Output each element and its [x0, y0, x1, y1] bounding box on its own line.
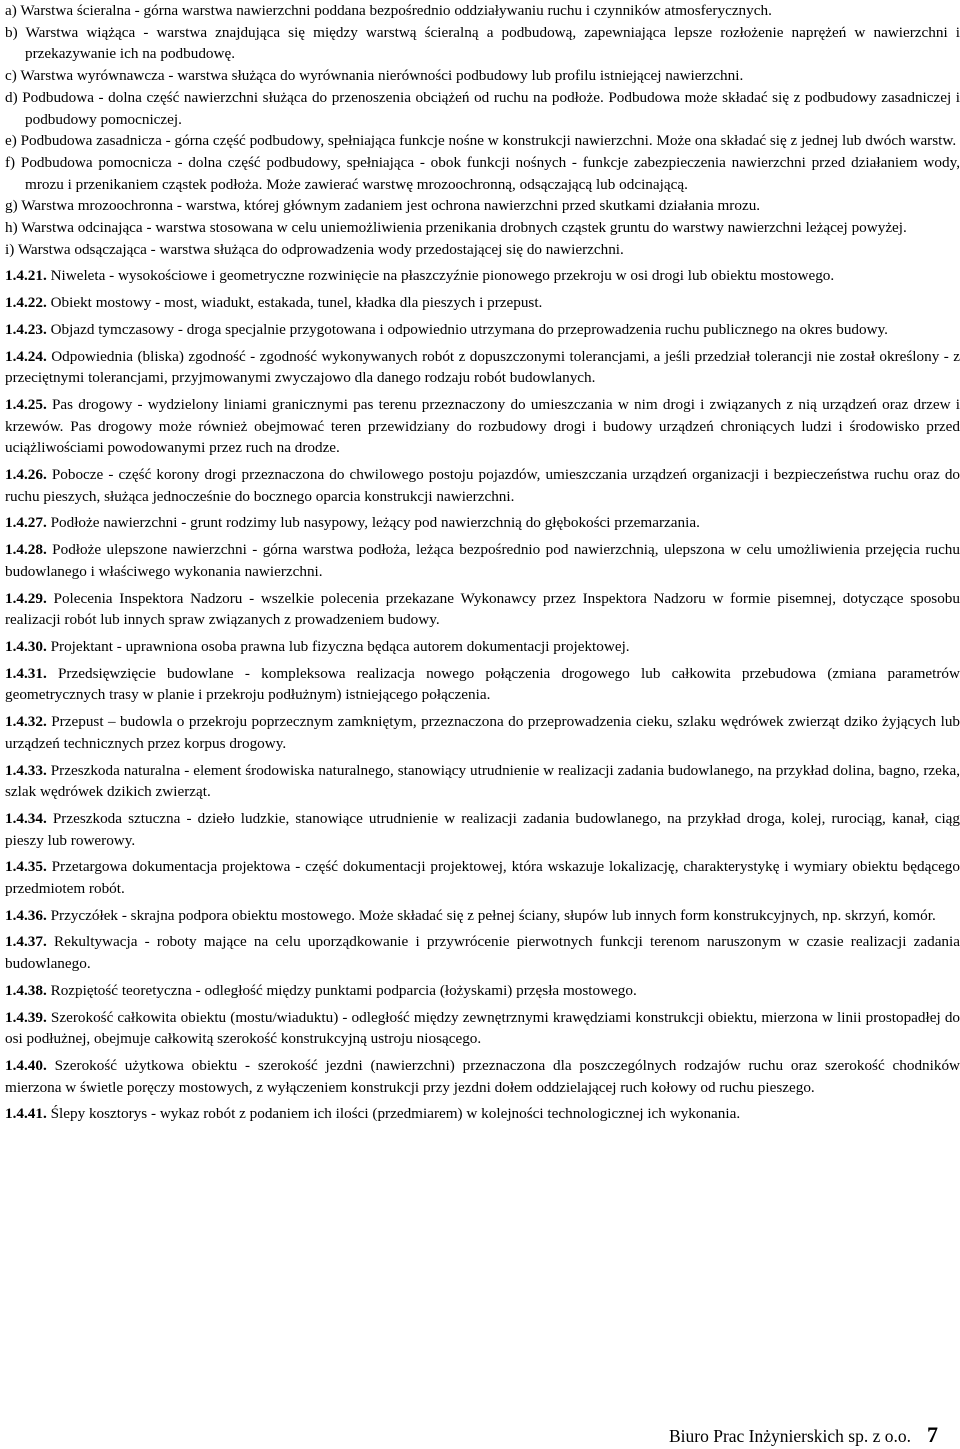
definition-text: Pobocze - część korony drogi przeznaczona do chwilowego postoju pojazdów, umieszczania urządzeń organizacji i bezpieczeństwa ruchu oraz do ruchu pieszych, służąca jednocześnie do bocznego oparcia konstrukcji nawierzchni.: [5, 466, 960, 505]
layer-item: [5, 195, 960, 217]
layer-item: [5, 0, 960, 22]
definition-text: Pas drogowy - wydzielony liniami granicznymi pas terenu przeznaczony do umieszczania w nim drogi i związanych z nią urządzeń oraz drzew i krzewów. Pas drogowy może również obejmować teren przewidziany do rozbudowy drogi i budowy urządzeń chroniących ludzi i środowisko przed uciążliwościami powodowanymi przez ruch na drodze.: [5, 395, 960, 457]
definition-number: 1.4.36.: [5, 906, 47, 924]
definition-text: Objazd tymczasowy - droga specjalnie przygotowana i odpowiednio utrzymana do przeprowadzenia ruchu publicznego na okres budowy.: [50, 320, 888, 338]
definition-number: 1.4.26.: [5, 466, 47, 484]
definition-number: 1.4.22.: [5, 294, 47, 312]
definition-text: Niweleta - wysokościowe i geometryczne rozwinięcie na płaszczyźnie pionowego przekroju w osi drogi lub obiektu mostowego.: [50, 267, 835, 285]
layer-item-text: Warstwa wiążąca - warstwa znajdująca się między warstwą ścieralną a podbudową, zapewniająca lepsze rozłożenie naprężeń w nawierzchni i przekazywanie ich na podbudowę.: [25, 23, 960, 63]
layer-item-label: c): [5, 67, 17, 85]
layer-item-text: Warstwa ścieralna - górna warstwa nawierzchni poddana bezpośrednio oddziaływaniu ruchu i czynników atmosferycznych.: [20, 2, 772, 19]
definition-number: 1.4.40.: [5, 1056, 47, 1074]
definition-paragraph: [5, 856, 960, 899]
definition-paragraph: [5, 711, 960, 754]
definition-paragraph: [5, 1007, 960, 1050]
definition-text: Rekultywacja - roboty mające na celu uporządkowanie i przywrócenie pierwotnych funkcji terenom naruszonym w czasie realizacji zadania budowlanego.: [5, 933, 960, 973]
definition-text: Przedsięwzięcie budowlane - kompleksowa realizacja nowego połączenia drogowego lub całkowita przebudowa (zmiana parametrów geometrycznych trasy w planie i przekroju podłużnym) istniejącego połączenia.: [5, 664, 960, 704]
definition-text: Podłoże ulepszone nawierzchni - górna warstwa podłoża, leżąca bezpośrednio pod nawierzchnią, ulepszona w celu umożliwienia przejęcia ruchu budowlanego i właściwego wykonania nawierzchni.: [5, 541, 960, 580]
definition-paragraph: [5, 394, 960, 459]
definition-paragraph: [5, 931, 960, 974]
definition-paragraph: [5, 292, 960, 314]
definition-paragraph: [5, 346, 960, 389]
layer-list: [5, 0, 960, 260]
layer-item-text: Warstwa odsączająca - warstwa służąca do odprowadzenia wody przedostającej się do nawierzchni.: [17, 240, 624, 258]
definition-paragraph: [5, 539, 960, 582]
definition-paragraph: [5, 1055, 960, 1098]
definition-text: Obiekt mostowy - most, wiadukt, estakada, tunel, kładka dla pieszych i przepust.: [50, 294, 543, 312]
definition-paragraph: [5, 464, 960, 507]
layer-item-text: Warstwa wyrównawcza - warstwa służąca do wyrównania nierówności podbudowy lub profilu istniejącej nawierzchni.: [20, 67, 744, 85]
layer-item-label: g): [5, 197, 18, 215]
definition-number: 1.4.39.: [5, 1008, 47, 1026]
layer-item-label: h): [5, 219, 18, 237]
definition-paragraph: [5, 905, 960, 927]
definition-number: 1.4.25.: [5, 395, 47, 413]
definition-text: Przyczółek - skrajna podpora obiektu mostowego. Może składać się z pełnej ściany, słupów lub innych form konstrukcyjnych, np. skrzyń, komór.: [50, 906, 936, 924]
document-page: [5, 0, 960, 1125]
definition-text: Przepust – budowla o przekroju poprzecznym zamkniętym, przeznaczona do przeprowadzenia cieku, szlaku wędrówek zwierząt dziko żyjących lub urządzeń technicznych przez korpus drogowy.: [5, 713, 960, 752]
layer-item-text: Warstwa mrozoochronna - warstwa, której głównym zadaniem jest ochrona nawierzchni przed skutkami działania mrozu.: [21, 197, 761, 215]
definition-text: Przetargowa dokumentacja projektowa - część dokumentacji projektowej, która wskazuje lokalizację, charakterystykę i wymiary obiektu będącego przedmiotem robót.: [5, 858, 960, 898]
definition-text: Przeszkoda sztuczna - dzieło ludzkie, stanowiące utrudnienie w realizacji zadania budowlanego, na przykład droga, kolej, rurociąg, kanał, ciąg pieszy lub rowerowy.: [5, 809, 960, 849]
definition-number: 1.4.32.: [5, 713, 47, 731]
definition-number: 1.4.28.: [5, 541, 47, 559]
definition-number: 1.4.27.: [5, 514, 47, 532]
definition-number: 1.4.24.: [5, 347, 47, 365]
layer-item: [5, 152, 960, 195]
layer-item-label: e): [5, 132, 17, 150]
layer-item: [5, 65, 960, 87]
definition-paragraph: [5, 319, 960, 341]
layer-item: [5, 130, 960, 152]
definition-text: Rozpiętość teoretyczna - odległość między punktami podparcia (łożyskami) przęsła mostowego.: [50, 981, 637, 999]
definition-paragraph: [5, 808, 960, 851]
definition-number: 1.4.30.: [5, 637, 47, 655]
layer-item: [5, 22, 960, 65]
definition-paragraph: [5, 1103, 960, 1125]
definition-text: Odpowiednia (bliska) zgodność - zgodność wykonywanych robót z dopuszczonymi tolerancjami, a jeśli przedział tolerancji nie został określony - z przeciętnymi tolerancjami, przyjmowanymi zwyczajowo dla danego rodzaju robót budowlanych.: [5, 347, 960, 387]
layer-item-label: a): [5, 2, 17, 19]
page-footer: [669, 1424, 938, 1447]
definition-number: 1.4.34.: [5, 809, 47, 827]
definition-paragraph: [5, 980, 960, 1002]
definition-number: 1.4.31.: [5, 664, 47, 682]
layer-item-text: Warstwa odcinająca - warstwa stosowana w celu uniemożliwienia przenikania drobnych cząstek gruntu do warstwy nawierzchni leżącej powyżej.: [21, 219, 907, 237]
definition-text: Podłoże nawierzchni - grunt rodzimy lub nasypowy, leżący pod nawierzchnią do głębokości przemarzania.: [50, 514, 700, 532]
page-number: 7: [927, 1422, 938, 1447]
definition-paragraph: [5, 760, 960, 803]
definition-text: Szerokość całkowita obiektu (mostu/wiaduktu) - odległość między zewnętrznymi krawędziami konstrukcji obiektu, mierzona w linii prostopadłej do osi podłużnej, obejmuje całkowitą szerokość konstrukcyjną ustroju niosącego.: [5, 1008, 960, 1048]
definition-number: 1.4.33.: [5, 761, 47, 779]
definition-paragraph: [5, 512, 960, 534]
footer-company: Biuro Prac Inżynierskich sp. z o.o.: [668, 1426, 911, 1446]
layer-item-text: Podbudowa zasadnicza - górna część podbudowy, spełniająca funkcje nośne w konstrukcji nawierzchni. Może ona składać się z jednej lub dwóch warstw.: [20, 132, 957, 150]
definition-list: [5, 265, 960, 1125]
definition-number: 1.4.41.: [5, 1105, 47, 1123]
definition-number: 1.4.35.: [5, 858, 47, 876]
definition-text: Szerokość użytkowa obiektu - szerokość jezdni (nawierzchni) przeznaczona dla poszczególnych rodzajów ruchu oraz szerokość chodników mierzona w świetle poręczy mostowych, z wyłączeniem konstrukcji przy jezdni dołem oddzielającej ruch kołowy od ruchu pieszego.: [5, 1056, 960, 1096]
layer-item-label: d): [5, 88, 18, 106]
layer-item: [5, 217, 960, 239]
definition-number: 1.4.37.: [5, 933, 47, 951]
layer-item-label: b): [5, 23, 18, 41]
layer-item-text: Podbudowa - dolna część nawierzchni służąca do przenoszenia obciążeń od ruchu na podłoże. Podbudowa może składać się z podbudowy zasadniczej i podbudowy pomocniczej.: [22, 88, 960, 128]
definition-number: 1.4.38.: [5, 981, 47, 999]
definition-number: 1.4.21.: [5, 267, 47, 285]
definition-paragraph: [5, 663, 960, 706]
definition-paragraph: [5, 265, 960, 287]
layer-item-text: Podbudowa pomocnicza - dolna część podbudowy, spełniająca - obok funkcji nośnych - funkcje zabezpieczenia nawierzchni przed działaniem wody, mrozu i przenikaniem cząstek podłoża. Może zawierać warstwę mrozoochronną, odsączającą lub odcinającą.: [20, 153, 960, 193]
layer-item: [5, 87, 960, 130]
layer-item-label: i): [5, 240, 15, 258]
definition-paragraph: [5, 588, 960, 631]
definition-text: Polecenia Inspektora Nadzoru - wszelkie polecenia przekazane Wykonawcy przez Inspektora Nadzoru w formie pisemnej, dotyczące sposobu realizacji robót lub innych spraw związanych z prowadzeniem budowy.: [5, 589, 960, 629]
layer-item: [5, 239, 960, 261]
definition-text: Ślepy kosztorys - wykaz robót z podaniem ich ilości (przedmiarem) w kolejności technologicznej ich wykonania.: [50, 1105, 741, 1123]
definition-paragraph: [5, 636, 960, 658]
definition-text: Projektant - uprawniona osoba prawna lub fizyczna będąca autorem dokumentacji projektowej.: [50, 637, 630, 655]
definition-text: Przeszkoda naturalna - element środowiska naturalnego, stanowiący utrudnienie w realizacji zadania budowlanego, na przykład dolina, bagno, rzeka, szlak wędrówek dzikich zwierząt.: [5, 761, 960, 801]
definition-number: 1.4.23.: [5, 320, 47, 338]
definition-number: 1.4.29.: [5, 589, 47, 607]
layer-item-label: f): [5, 153, 16, 171]
